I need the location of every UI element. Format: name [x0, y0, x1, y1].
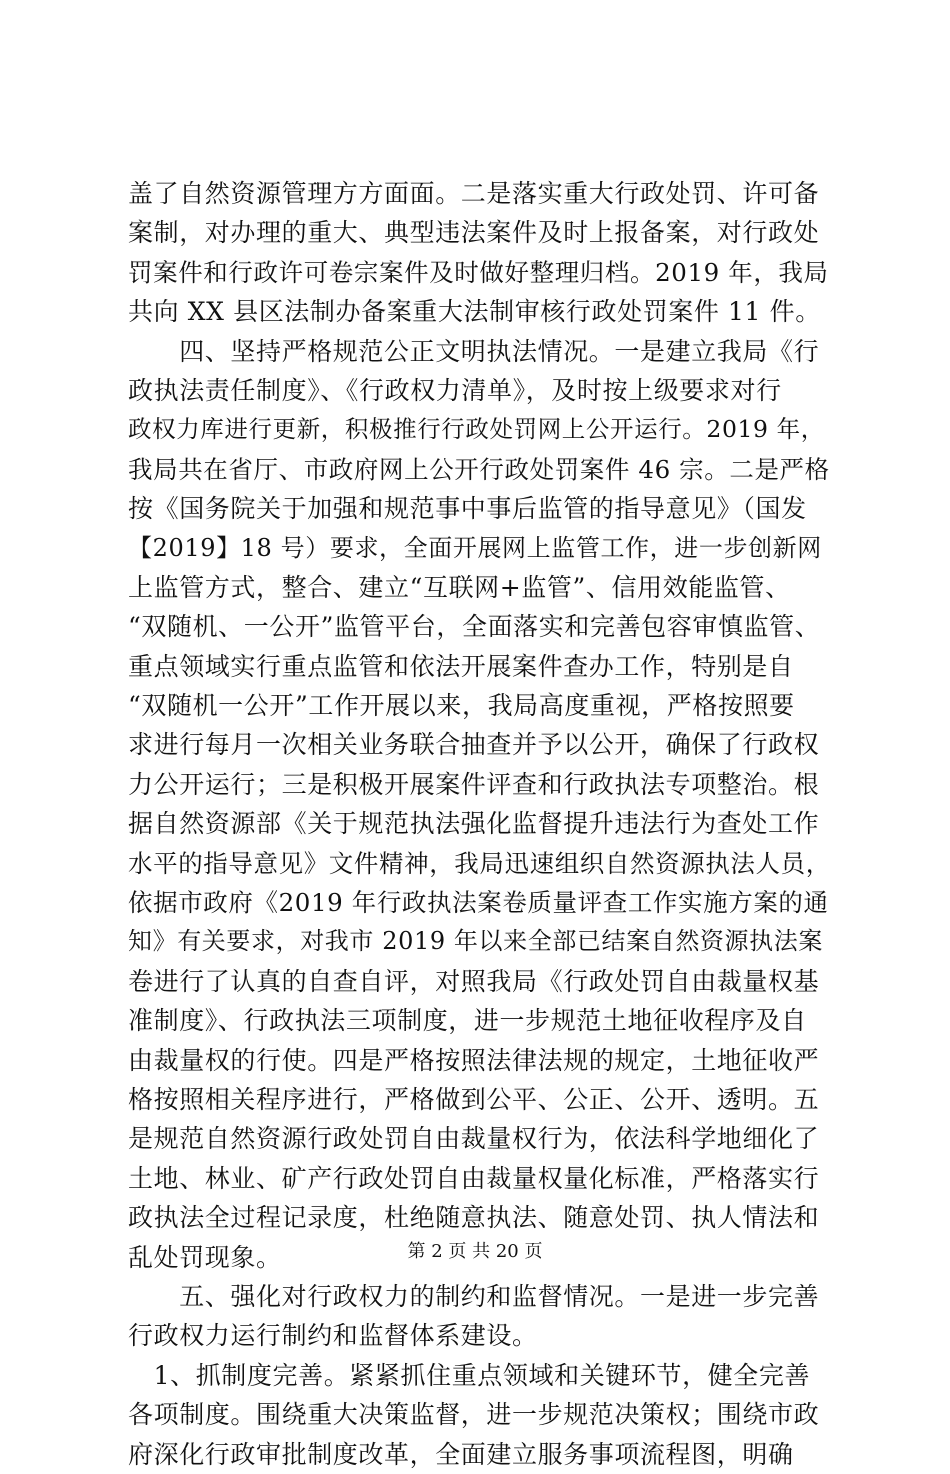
text-line: 土地、林业、矿产行政处罚自由裁量权量化标准，严格落实行 — [128, 1163, 820, 1193]
text-line: 案制，对办理的重大、典型违法案件及时上报备案，对行政处 — [128, 218, 820, 248]
text-line: 【2019】18 号）要求，全面开展网上监管工作，进一步创新网 — [128, 533, 822, 562]
page-footer: 第 2 页 共 20 页 — [407, 1241, 543, 1262]
text-line: 政执法全过程记录度，杜绝随意执法、随意处罚、执人情法和 — [128, 1203, 820, 1233]
text-line: 上监管方式，整合、建立“互联网+监管”、信用效能监管、 — [128, 572, 791, 602]
text-line: 格按照相关程序进行，严格做到公平、公正、公开、透明。五 — [128, 1084, 820, 1114]
text-line: 盖了自然资源管理方方面面。二是落实重大行政处罚、许可备 — [128, 179, 820, 208]
text-line: 卷进行了认真的自查自评，对照我局《行政处罚自由裁量权基 — [128, 966, 820, 996]
text-line: 据自然资源部《关于规范执法强化监督提升违法行为查处工作 — [128, 809, 820, 839]
text-line: 求进行每月一次相关业务联合抽查并予以公开，确保了行政权 — [128, 730, 820, 760]
text-line: 政权力库进行更新，积极推行行政处罚网上公开运行。2019 年， — [128, 415, 825, 444]
text-line: “双随机、一公开”监管平台，全面落实和完善包容审慎监管、 — [128, 612, 821, 642]
text-line: 五、强化对行政权力的制约和监督情况。一是进一步完善 — [128, 1281, 820, 1311]
text-line: 由裁量权的行使。四是严格按照法律法规的规定，土地征收严 — [128, 1045, 820, 1075]
text-line: 按《国务院关于加强和规范事中事后监管的指导意见》（国发 — [128, 494, 807, 524]
text-line: 四、坚持严格规范公正文明执法情况。一是建立我局《行 — [128, 336, 820, 366]
text-line: 知》有关要求，对我市 2019 年以来全部已结案自然资源执法案 — [128, 927, 823, 956]
text-line: 政执法责任制度》、《行政权力清单》，及时按上级要求对行 — [128, 375, 782, 405]
text-line: 我局共在省厅、市政府网上公开行政处罚案件 46 宗。二是严格 — [128, 454, 830, 484]
body-text — [128, 174, 834, 1474]
text-line: 1、抓制度完善。紧紧抓住重点领域和关键环节，健全完善 — [128, 1360, 811, 1390]
text-line: 水平的指导意见》文件精神，我局迅速组织自然资源执法人员， — [128, 848, 831, 878]
text-line: 罚案件和行政许可卷宗案件及时做好整理归档。2019 年，我局 — [128, 257, 829, 287]
text-line: 行政权力运行制约和监督体系建设。 — [128, 1321, 538, 1351]
text-line: 力公开运行；三是积极开展案件评查和行政执法专项整治。根 — [128, 769, 820, 799]
text-line: 依据市政府《2019 年行政执法案卷质量评查工作实施方案的通 — [128, 888, 829, 918]
text-line: 准制度》、行政执法三项制度，进一步规范土地征收程序及自 — [128, 1006, 807, 1036]
text-line: 共向 XX 县区法制办备案重大法制审核行政处罚案件 11 件。 — [128, 297, 821, 327]
text-line: “双随机一公开”工作开展以来，我局高度重视，严格按照要 — [128, 691, 795, 721]
text-line: 是规范自然资源行政处罚自由裁量权行为，依法科学地细化了 — [128, 1124, 820, 1154]
text-line: 乱处罚现象。 — [128, 1242, 282, 1272]
text-line: 府深化行政审批制度改革，全面建立服务事项流程图，明确 — [128, 1439, 794, 1469]
text-line: 各项制度。围绕重大决策监督，进一步规范决策权；围绕市政 — [128, 1400, 820, 1430]
text-line: 重点领域实行重点监管和依法开展案件查办工作，特别是自 — [128, 651, 794, 681]
